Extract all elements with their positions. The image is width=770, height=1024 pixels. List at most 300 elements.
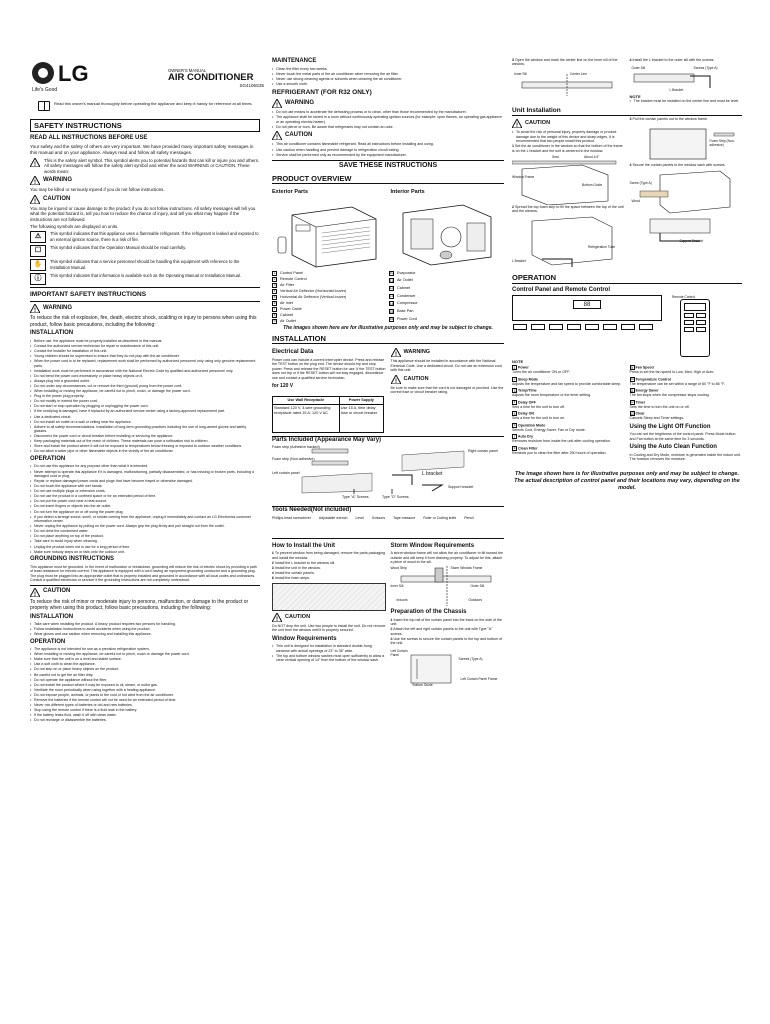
panel-desc-text: Turns the air conditioner ON or OFF. bbox=[512, 370, 570, 375]
part-label: Power Cord bbox=[397, 316, 418, 321]
panel-desc-number: 10 bbox=[630, 377, 634, 382]
operation-item: • Do not install the product where it may be exposed to oil, steam, or sulfur gas. bbox=[30, 683, 260, 687]
operation-item: • Never unplug the appliance by pulling on the power cord. Always grip the plug firmly and pull straight out from the outlet. bbox=[30, 524, 260, 528]
panel-desc-title: Power bbox=[517, 365, 529, 370]
operation-item: • When installing or moving the appliance, be careful not to pinch, crush or damage the power cord. bbox=[30, 652, 260, 656]
symbol-icon: ☐ bbox=[30, 245, 46, 257]
parts-legend-right bbox=[389, 271, 504, 324]
alert-symbol-row bbox=[30, 158, 260, 175]
installation-title: INSTALLATION bbox=[272, 334, 504, 344]
part-label: Control Panel bbox=[280, 270, 304, 275]
safety-title: SAFETY INSTRUCTIONS bbox=[30, 119, 260, 132]
panel-button[interactable] bbox=[567, 324, 581, 330]
caution-label: CAUTION bbox=[43, 588, 71, 595]
symbols-intro: The following symbols are displayed on units. bbox=[30, 223, 119, 229]
refrigerant-heading: REFRIGERANT (FOR R32 ONLY) bbox=[272, 89, 372, 97]
refrigerant-warning-list bbox=[272, 110, 504, 129]
panel-buttons bbox=[512, 323, 662, 331]
caution-triangle-icon bbox=[272, 131, 282, 140]
panel-heading: Control Panel and Remote Control bbox=[512, 286, 611, 293]
panel-desc-item bbox=[630, 400, 743, 409]
installation-item: • When the power cord is to be replaced, replacement work shall be performed by authorized personnel only using only genuine replacement parts. bbox=[30, 359, 260, 368]
warning-label: WARNING bbox=[403, 349, 431, 356]
part-label: Remote Control bbox=[280, 276, 307, 281]
electrical-heading: Electrical Data bbox=[272, 349, 314, 356]
storm-label: Outer Sill bbox=[470, 584, 485, 589]
panel-desc-number: 12 bbox=[630, 400, 634, 405]
prep-label: Left Curtain Panel bbox=[390, 648, 408, 657]
tools-heading: Tools Needed(Not included) bbox=[272, 506, 504, 515]
part-number: 2 bbox=[273, 277, 276, 282]
parts-included-heading: Parts Included (Appearance May Vary) bbox=[272, 436, 504, 445]
part-number: 8 bbox=[273, 313, 276, 318]
panel-desc-text: Sets a time for the unit to turn off. bbox=[512, 404, 566, 409]
grounding-heading: GROUNDING INSTRUCTIONS bbox=[30, 556, 114, 563]
operation-item: • Do not use this appliance for any purpose other than what it is intended. bbox=[30, 464, 260, 468]
installation-item: • Do not modify or extend the power cord. bbox=[30, 399, 260, 403]
panel-desc-title: Delay OFF bbox=[517, 400, 536, 405]
panel-desc-number: 1 bbox=[513, 365, 516, 370]
operation-item: • The appliance is not intended for use as a precision refrigeration system. bbox=[30, 647, 260, 651]
caution-label: CAUTION bbox=[525, 120, 551, 127]
installation-item: • Keep packaging materials out of the reach of children. These materials can pose a suffocation risk to children. bbox=[30, 439, 260, 443]
panel-desc-item bbox=[512, 446, 625, 455]
storm-label: Outdoors bbox=[468, 598, 483, 603]
tool-label: Adjustable wrench bbox=[318, 515, 348, 520]
panel-desc-item bbox=[512, 388, 625, 397]
refrigerant-caution-item: • Use caution when handling and prevent damage to refrigeration circuit tubing. bbox=[272, 148, 504, 152]
prep-step: • 1 Insert the top rail of the curtain panel into the track on the side of the unit. bbox=[391, 618, 505, 627]
svg-text:!: ! bbox=[34, 161, 36, 167]
warning-label: WARNING bbox=[43, 305, 72, 312]
unit-diagram-2 bbox=[512, 215, 625, 269]
panel-desc-title: Sleep Mode bbox=[517, 377, 538, 382]
panel-desc-title: Operation Mode bbox=[517, 423, 546, 428]
part-label: Air Filter bbox=[280, 282, 295, 287]
warning-triangle-icon bbox=[391, 348, 401, 357]
part-label: Type "A" Screws bbox=[342, 495, 369, 500]
exterior-label: Exterior Parts bbox=[272, 189, 309, 196]
symbol-icon: ⚠ bbox=[30, 231, 46, 243]
panel-button-list bbox=[512, 365, 625, 463]
svg-text:!: ! bbox=[276, 616, 278, 622]
caution-triangle-icon bbox=[30, 195, 40, 204]
electrical-warning-heading bbox=[391, 348, 505, 357]
part-number: 3 bbox=[273, 283, 276, 288]
panel-desc-title: Temperature Control bbox=[634, 377, 671, 382]
panel-right-list bbox=[630, 365, 743, 420]
panel-desc-text: Adjusts the room temperature or the timer setting. bbox=[512, 393, 592, 398]
operation-item: • Do not turn the appliance on or off using the power plug. bbox=[30, 510, 260, 514]
grounding-text: This appliance must be grounded. In the event of malfunction or breakdown, grounding will reduce the risk of electric shock by providing a path of least resistance for electric current. This appliance is equipped with a cord having an equipment-grounding conductor and a grounding plug. The plug must be plugged into an appropriate outlet that is properly installed and grounded in accordance with all local codes and ordinances. Consult a qualified electrician or servicer if the grounding instructions are not completely understood. bbox=[30, 564, 257, 583]
interior-label: Interior Parts bbox=[390, 189, 425, 196]
operation-item: • Ventilate the room periodically when using together with a heating appliance. bbox=[30, 688, 260, 692]
brand-name: LG bbox=[58, 61, 89, 86]
caution-heading bbox=[30, 195, 260, 204]
panel-desc-number: 9 bbox=[631, 365, 633, 370]
warning-label: WARNING bbox=[43, 177, 72, 184]
panel-desc-title: Clean Filter bbox=[517, 446, 538, 450]
part-number: 15 bbox=[389, 309, 394, 314]
operation-item: • Repair or replace damaged power cords and plugs that have become frayed or otherwise damaged. bbox=[30, 479, 260, 483]
window-req-list bbox=[272, 644, 386, 663]
column-3 bbox=[512, 58, 742, 492]
section-divider bbox=[30, 585, 260, 586]
part-label: Air Inlet bbox=[280, 300, 293, 305]
panel-desc-text: Reminds you to clean the filter after 250 hours of operation. bbox=[512, 450, 607, 455]
panel-button[interactable] bbox=[549, 324, 563, 330]
control-panel bbox=[512, 295, 662, 331]
parts-legend bbox=[272, 271, 504, 324]
read-note bbox=[38, 101, 263, 111]
panel-desc-item bbox=[512, 411, 625, 420]
operation-list bbox=[30, 464, 260, 554]
panel-desc-text: Adjusts the temperature and fan speed to provide comfortable sleep. bbox=[512, 381, 622, 386]
l-bracket-diagram bbox=[630, 64, 743, 94]
symbol-row bbox=[30, 259, 260, 271]
symbol-row bbox=[30, 231, 260, 243]
power-table-cell: Standard 120 V, 3-wire grounding receptacle rated 15 A, 120 V AC bbox=[273, 404, 340, 432]
unit-label: Wood bbox=[631, 199, 641, 204]
part-label: L bracket bbox=[422, 471, 443, 478]
panel-desc-number: 13 bbox=[630, 411, 634, 416]
part-number: 6 bbox=[273, 301, 276, 306]
installation-item: • Do not under any circumstances, cut or remove the third (ground) prong from the power cord. bbox=[30, 384, 260, 388]
caution-triangle-icon bbox=[391, 375, 401, 384]
how-step: • 3 Install the unit in the window. bbox=[272, 566, 386, 570]
operation-item: • Make sure that the unit is on a level and stable surface. bbox=[30, 657, 260, 661]
operation-item: • Do not put the power cord near a heat source. bbox=[30, 499, 260, 503]
voltage-label: for 120 V bbox=[272, 383, 294, 390]
panel-desc-item bbox=[512, 400, 625, 409]
window-req-item: • The top and bottom window sashes must open sufficiently to allow a clear vertical opening of 14" from the bottom of the window sash. bbox=[272, 654, 386, 663]
parts-images bbox=[272, 186, 504, 270]
how-step: • 1 To prevent window from being damaged, remove the parts packaging and install the window. bbox=[272, 551, 386, 560]
caution-label: CAUTION bbox=[403, 375, 429, 382]
unit-label: Bottom Guide bbox=[582, 182, 603, 187]
part-label: Type "D" Screws bbox=[382, 495, 409, 500]
diagram-label: Inner Sill bbox=[514, 72, 527, 77]
installation-item: • Adhere to all safety recommendations. Installation of long-term grounding practices including the use of long-armed gloves and safety glasses. bbox=[30, 425, 260, 434]
operation-item: • Do not operate the appliance without the filter. bbox=[30, 678, 260, 682]
manual-book-icon bbox=[38, 101, 50, 111]
tool-label: Level bbox=[355, 515, 364, 520]
how-steps bbox=[272, 551, 386, 580]
power-table bbox=[272, 396, 384, 433]
part-label: Foam strip (Non-adhesive) bbox=[272, 457, 315, 462]
storm-text: A storm window frame will not allow the air conditioner to tilt toward the outside and will keep it from draining properly. To adjust for this, attach a piece of wood to the sill. bbox=[390, 551, 503, 565]
installation-item: • Contact the authorized service technician for repair or maintenance of this unit. bbox=[30, 344, 260, 348]
panel-desc-item bbox=[512, 377, 625, 386]
diagram-label: Screws (Type A) bbox=[693, 65, 718, 70]
svg-text:!: ! bbox=[34, 198, 36, 204]
diagram-label: Center Line bbox=[570, 72, 588, 77]
installation-item: • Before use, the appliance must be properly installed as described in this manual. bbox=[30, 339, 260, 343]
unit-label: Window Frame bbox=[512, 174, 535, 179]
operation2-list bbox=[30, 647, 260, 723]
maintenance-item: • Use a smooth cloth. bbox=[272, 82, 504, 86]
panel-desc-text: The fan stops when the compressor stops cooling. bbox=[629, 393, 710, 398]
panel-desc-number: 7 bbox=[513, 434, 516, 439]
panel-desc-text: Cancels Sleep and Timer settings. bbox=[629, 416, 685, 421]
electrical-caution-heading bbox=[391, 375, 505, 384]
safety-intro: Your safety and the safety of others are very important. We have provided many important safety messages in this manual and on your appliance. Always read and follow all safety messages. bbox=[30, 143, 254, 155]
prep-label: Bottom Guide bbox=[412, 682, 433, 687]
read-all-heading: READ ALL INSTRUCTIONS BEFORE USE bbox=[30, 135, 148, 142]
caution-intro-2: To reduce the risk of minor or moderate injury to persons, malfunction, or damage to the product or property when using this product, follow basic precautions, including the following: bbox=[30, 598, 249, 612]
operation-item: • Remove the batteries if the remote control will not be used for an extended period of time. bbox=[30, 698, 260, 702]
important-intro: To reduce the risk of explosion, fire, death, electric shock, scalding or injury to persons when using this product, follow basic precautions, including the following: bbox=[30, 315, 257, 328]
tool-label: Phillips-head screwdriver bbox=[272, 515, 311, 520]
install-caution-text: Do NOT drop the unit. Use two people to install the unit. Do not remove the unit from the window until it is properly secured. bbox=[272, 623, 386, 633]
symbol-text: This symbol indicates that information is available such as the Operating Manual or Installation Manual. bbox=[50, 273, 242, 279]
electrical-section bbox=[272, 346, 504, 396]
panel-desc-number: 6 bbox=[513, 423, 516, 428]
caution-label: CAUTION bbox=[285, 613, 311, 620]
note-label: NOTE bbox=[629, 93, 641, 99]
panel-readout: 88 bbox=[573, 300, 601, 309]
operation-heading: OPERATION bbox=[30, 455, 66, 462]
operation-item: • Stop using the remote control if there is a fluid leak in the battery. bbox=[30, 708, 260, 712]
warning-triangle-icon bbox=[30, 158, 40, 167]
parts-legend-left bbox=[272, 271, 387, 324]
part-label: Evaporator bbox=[397, 270, 416, 275]
part-number: 4 bbox=[273, 289, 276, 294]
unit-caution-text: • To avoid the risk of personal injury, property damage or product damage due to the weight of this device and sharp edges, it is recommended that two people install this product. bbox=[512, 130, 625, 143]
brand-tagline: Life's Good bbox=[32, 87, 58, 93]
installation-list bbox=[30, 339, 260, 454]
exterior-parts-illustration bbox=[272, 197, 384, 269]
svg-text:!: ! bbox=[276, 103, 278, 109]
remote-button[interactable] bbox=[684, 320, 694, 325]
step-4: 4 Install the L bracket to the outer sill with the screws. bbox=[629, 58, 715, 62]
remote-button[interactable] bbox=[684, 327, 694, 332]
how-step: • 4 Install the curtain panels. bbox=[272, 571, 386, 575]
part-label: Left curtain panel bbox=[272, 471, 300, 476]
panel-desc-number: 2 bbox=[513, 377, 516, 382]
unit-install-section bbox=[512, 117, 742, 269]
installation-heading: INSTALLATION bbox=[30, 330, 74, 337]
panel-button[interactable] bbox=[585, 324, 599, 330]
part-number: 5 bbox=[273, 295, 276, 300]
panel-button[interactable] bbox=[531, 324, 545, 330]
how-step: • 5 Install the foam strips. bbox=[272, 576, 386, 580]
prep-steps bbox=[391, 618, 505, 646]
remote-button[interactable] bbox=[696, 313, 706, 318]
caution-heading-2 bbox=[30, 588, 260, 597]
operation2-heading: OPERATION bbox=[30, 638, 66, 645]
power-table-header: Use Wall Receptacle bbox=[273, 397, 340, 405]
panel-desc-item bbox=[630, 388, 743, 397]
note-text: • The bracket must be installed on the center line and must be level. bbox=[630, 99, 743, 103]
warning-triangle-icon bbox=[30, 304, 40, 313]
maintenance-item: • Never use strong cleaning agents or solvents when cleaning the air conditioner. bbox=[272, 77, 504, 81]
unit-label: L Bracket bbox=[512, 259, 526, 264]
operation-item: • If you detect a strange sound, smell, or smoke coming from the appliance, unplug it immediately and contact an LG Electronics customer information center. bbox=[30, 515, 260, 524]
panel-desc-text: Press to set the fan speed to Low, Med, High or Auto. bbox=[629, 370, 715, 375]
section-divider bbox=[30, 301, 260, 302]
panel-desc-text: Selects Cool, Energy Saver, Fan or Dry mode. bbox=[512, 427, 586, 432]
svg-text:!: ! bbox=[34, 591, 36, 597]
part-number: 11 bbox=[389, 278, 394, 283]
panel-desc-item bbox=[630, 377, 743, 386]
electrical-text: Power cord can include a current interrupter device. Press and release the TEST button on the plug end. The device should trip and stop power. Press and release the RESET button for use. If the TEST button does not trip or if the RESET button will not stay engaged, discontinue use and contact a qualified service technician. bbox=[272, 357, 386, 380]
product-name: AIR CONDITIONER bbox=[168, 72, 254, 84]
prep-diagram bbox=[391, 647, 505, 687]
installation-item: • Disconnect the power cord or circuit breaker before installing or servicing the appliance. bbox=[30, 434, 260, 438]
panel-button[interactable] bbox=[621, 324, 635, 330]
remote-button[interactable] bbox=[696, 327, 706, 332]
prep-label: Screws (Type A) bbox=[458, 656, 483, 661]
note-label: NOTE bbox=[512, 359, 524, 365]
power-table-cell: Use 15 A, time delay fuse or circuit breaker bbox=[339, 404, 383, 432]
svg-text:!: ! bbox=[394, 378, 397, 384]
panel-desc-number: 11 bbox=[630, 388, 634, 393]
alert-symbol-text: This is the safety alert symbol. This symbol alerts you to potential hazards that can kill or injure you and others. All safety messages will follow the safety alert symbol and either the word WARNING or CAUTION. These words mean: bbox=[44, 157, 260, 174]
part-number: 16 bbox=[389, 317, 394, 322]
installation-item: • Follow installation instructions to avoid accidents when using the product. bbox=[30, 627, 260, 631]
panel-desc-text: The temperature can be set within a range of 60 °F to 86 °F. bbox=[629, 381, 725, 386]
installation-item: • Do not install an outlet on a wall or ceiling near the appliance. bbox=[30, 420, 260, 424]
tools-row bbox=[272, 516, 504, 538]
svg-text:!: ! bbox=[394, 352, 397, 358]
panel-button[interactable] bbox=[639, 324, 653, 330]
symbol-row bbox=[30, 273, 260, 285]
symbol-icon: ✋ bbox=[30, 259, 46, 271]
center-line-diagram bbox=[512, 68, 625, 98]
operation-item: • Do not use the product in a confined space or for an extended period of time. bbox=[30, 494, 260, 498]
symbol-text: This symbol indicates that the Operation Manual should be read carefully. bbox=[50, 245, 187, 251]
auto-clean-heading: Using the Auto Clean Function bbox=[629, 444, 717, 451]
support-bracket-diagram bbox=[630, 215, 743, 245]
remote-button[interactable] bbox=[696, 320, 706, 325]
unit-label: Support Bracket bbox=[679, 239, 704, 244]
unit-diagram-3 bbox=[630, 123, 743, 163]
tool-label: Ruler or Cutting knife bbox=[423, 515, 457, 520]
unit-diagram-1 bbox=[512, 155, 625, 205]
svg-text:!: ! bbox=[34, 308, 36, 314]
operation-item: • Do not insert fingers or objects into the air outlet. bbox=[30, 504, 260, 508]
svg-text:!: ! bbox=[34, 180, 36, 186]
panel-button[interactable] bbox=[513, 324, 527, 330]
panel-desc-item bbox=[512, 434, 625, 443]
part-label: Cabinet bbox=[397, 286, 411, 290]
part-label: Support bracket bbox=[448, 485, 474, 490]
operation-item: • Do not drink the condensed water. bbox=[30, 529, 260, 533]
panel-desc-title: Auto Dry bbox=[517, 434, 534, 439]
symbol-icon: ⓘ bbox=[30, 273, 46, 285]
panel-desc-number: 4 bbox=[513, 400, 516, 405]
panel-desc-title: Timer bbox=[634, 400, 646, 405]
part-number: 10 bbox=[389, 271, 394, 276]
part-number: 12 bbox=[389, 286, 394, 291]
remote-buttons bbox=[684, 313, 706, 332]
manual-type: OWNER'S MANUAL bbox=[168, 68, 207, 73]
part-number: 7 bbox=[273, 307, 276, 312]
manual-title-block bbox=[168, 68, 264, 88]
installation-item: • Store and install the product where it will not be exposed to temperatures below freezing or exposed to outdoor weather conditions. bbox=[30, 444, 260, 448]
operation-item: • Never mix different types of batteries or old and new batteries. bbox=[30, 703, 260, 707]
storm-label: Wood Strip bbox=[390, 566, 407, 571]
part-number: 1 bbox=[273, 271, 276, 276]
warning-heading-2 bbox=[30, 304, 260, 313]
part-label: Vertical Air Deflector (Horizontal louver) bbox=[280, 288, 347, 293]
symbol-text: This symbol indicates that this appliance uses a flammable refrigerant. If the refrigerant is leaked and exposed to an external ignition source, there is a risk of fire. bbox=[50, 231, 259, 242]
installation-item: • When installing or moving the appliance, be careful not to pinch, crush, or damage the power cord. bbox=[30, 389, 260, 393]
operation-item: • Take care to avoid injury when cleaning. bbox=[30, 539, 260, 543]
caution-triangle-icon bbox=[272, 613, 282, 622]
maintenance-heading: MAINTENANCE bbox=[272, 58, 317, 64]
maintenance-list bbox=[272, 67, 504, 87]
refrigerant-caution-item: • This air conditioner contains flammable refrigerant. Read all instructions before installing and using. bbox=[272, 142, 504, 146]
part-label: Air Outlet bbox=[397, 278, 413, 283]
footer-note: The image shown here is for illustrative purposes only and may be subject to change. The actual description of control panel and their locations may vary, depending on the model. bbox=[514, 471, 740, 491]
unit-label: About 1/4" bbox=[584, 154, 600, 159]
tool-label: Tape measure bbox=[393, 515, 416, 520]
installation-item: • Always plug into a grounded outlet. bbox=[30, 379, 260, 383]
operation-item: • Never attempt to operate this appliance if it is damaged, malfunctioning, partially disassembled, or has missing or broken parts, including a damaged cord or plug. bbox=[30, 470, 260, 479]
installation-item: • Young children should be supervised to ensure that they do not play with the air conditioner. bbox=[30, 354, 260, 358]
warning-triangle-icon bbox=[30, 176, 40, 185]
panel-button[interactable] bbox=[603, 324, 617, 330]
brand-logo bbox=[32, 60, 92, 92]
important-title: IMPORTANT SAFETY INSTRUCTIONS bbox=[30, 291, 147, 299]
unit-label: Seal bbox=[552, 154, 559, 159]
installation-item: • Plug in the power plug properly. bbox=[30, 394, 260, 398]
part-label: Foam strip (Adhesive backed) bbox=[272, 445, 320, 450]
light-off-heading: Using the Light Off Function bbox=[629, 423, 711, 430]
panel-diagram bbox=[512, 295, 742, 357]
refrigerant-caution-list bbox=[272, 142, 504, 157]
panel-desc-title: Fan Speed bbox=[634, 365, 654, 370]
part-number: 14 bbox=[389, 301, 394, 306]
caution-label: CAUTION bbox=[285, 132, 313, 139]
model-number: SG4106S35 bbox=[239, 82, 264, 88]
installation-item: • Contact the installer for installation of this unit. bbox=[30, 349, 260, 353]
warning-desc: You may be killed or seriously injured if you do not follow instructions. bbox=[30, 187, 165, 193]
installation-item: • Installation work must be performed in accordance with the National Electric Code by qualified and authorized personnel only. bbox=[30, 369, 260, 373]
remote-button[interactable] bbox=[684, 313, 694, 318]
installation-item: • Do not allow a water pipe or other flammable objects in the vicinity of the air conditioner. bbox=[30, 449, 260, 453]
install-steps-section bbox=[272, 538, 504, 687]
prep-step: • 2 Attach the left and right curtain panels to the unit with Type "A" screws. bbox=[391, 627, 505, 636]
unit-diagram-4 bbox=[630, 169, 743, 215]
installation2-heading: INSTALLATION bbox=[30, 613, 74, 620]
how-heading: How to Install the Unit bbox=[272, 542, 335, 549]
part-label: Compressor bbox=[397, 301, 418, 306]
operation-item: • Do not expose people, animals, or plants to the cold or hot wind from the air conditioner. bbox=[30, 693, 260, 697]
storm-diagram bbox=[391, 566, 505, 606]
control-panel-display bbox=[512, 295, 662, 321]
panel-desc-item bbox=[512, 423, 625, 432]
overview-title: PRODUCT OVERVIEW bbox=[272, 174, 504, 184]
install-caution-heading bbox=[272, 613, 386, 622]
how-step: • 2 Install the L bracket to the window sill. bbox=[272, 561, 386, 565]
storm-label: Storm Window Frame bbox=[450, 566, 483, 571]
step-3: 3 Open the window and mark the center line on the inner sill of the window. bbox=[512, 58, 618, 67]
operation-item: • Unplug the product when not in use for a long period of time. bbox=[30, 545, 260, 549]
light-off-text: You can set the brightness of the control panel. Press Mode button and Fan button at the same time for 3 seconds. bbox=[629, 432, 736, 441]
panel-desc-number: 3 bbox=[513, 388, 516, 393]
symbols-list bbox=[30, 231, 260, 285]
part-label: Right curtain panel bbox=[468, 449, 498, 454]
panel-desc-title: Delay ON bbox=[517, 411, 534, 416]
operation-item: • If the battery leaks fluid, wash it off with clean water. bbox=[30, 713, 260, 717]
remote-control-body bbox=[680, 299, 710, 357]
warning-heading bbox=[30, 176, 260, 185]
parts-included-illustration bbox=[272, 445, 504, 503]
interior-parts-illustration bbox=[391, 197, 503, 269]
